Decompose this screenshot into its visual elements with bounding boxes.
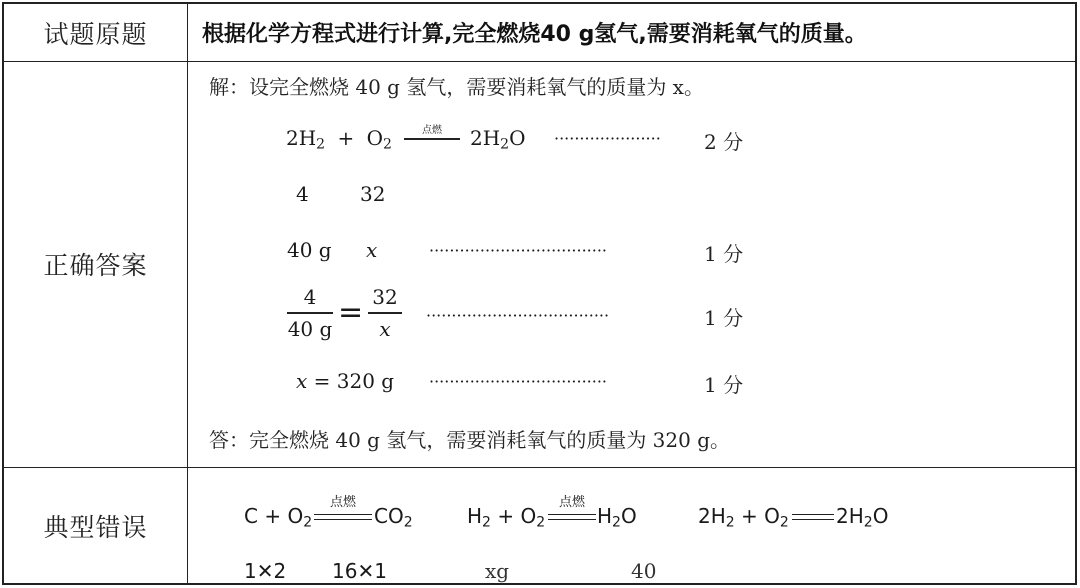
fraction-left: [287, 284, 333, 342]
eq-reaction-line: [404, 138, 460, 140]
question-text: 根据化学方程式进行计算,完全燃烧40 g氢气,需要消耗氧气的质量。: [202, 22, 867, 47]
fraction-score-dots: ····································: [426, 306, 610, 325]
error-eq2-equals-line: [548, 514, 596, 520]
error-eq1-c-sub: 2: [303, 514, 313, 531]
fraction-right-numerator: 32: [372, 285, 398, 309]
error-eq1-prod-sub: 2: [403, 514, 413, 531]
ratio-value-b: 32: [360, 182, 386, 206]
mass-score-dots: ···································: [429, 241, 608, 260]
error-eq1-equals-line: [314, 514, 372, 520]
ratio-value-a: 4: [296, 182, 309, 206]
error-ratio-b: 16✕1: [332, 559, 387, 583]
error-eq3-mid-sub: 2: [779, 514, 789, 531]
error-eq1-product: [374, 504, 413, 531]
label-original-question: 试题原题: [43, 19, 148, 49]
eq-h2o-sub: 2: [500, 136, 510, 153]
error-eq2-h-sub: 2: [482, 514, 491, 531]
eq-plus: +: [337, 126, 355, 150]
label-correct-answer: 正确答案: [43, 251, 148, 280]
eq-h2o-coef: 2H: [470, 126, 501, 150]
equation-product: [470, 126, 526, 153]
fraction-left-denominator: 40 g: [287, 317, 333, 341]
eq-h2-sub: 2: [316, 136, 326, 153]
equation-reactants: [286, 126, 392, 153]
answer-conclusion: 答：完全燃烧 40 g 氢气，需要消耗氧气的质量为 320 g。: [209, 428, 731, 452]
error-eq2-reactants: [467, 504, 545, 531]
label-typical-errors: 典型错误: [43, 513, 148, 542]
answer-intro: 解：设完全燃烧 40 g 氢气，需要消耗氧气的质量为 x。: [209, 75, 704, 99]
error-ratio-a: 1✕2: [244, 559, 287, 583]
error-eq1-c: C + O: [244, 504, 304, 528]
fraction-right: [368, 284, 402, 342]
fraction-equals: =: [338, 295, 364, 330]
error-eq2-prod-tail: O: [620, 504, 637, 528]
eq-score-dots: ·····················: [554, 129, 661, 148]
eq-h2o-tail: O: [509, 126, 526, 150]
error-eq3-prod: 2H: [836, 504, 864, 528]
error-eq3-equals-line: [792, 514, 834, 520]
fraction-score: 1 分: [704, 306, 744, 330]
fraction-right-bar: [368, 312, 402, 314]
result-var: x: [296, 369, 308, 393]
error-eq2-condition: 点燃: [558, 495, 585, 510]
result-value: = 320 g: [307, 369, 395, 393]
result-score-dots: ···································: [429, 372, 608, 391]
error-eq2-h: H: [467, 504, 483, 528]
eq-score: 2 分: [704, 130, 744, 154]
error-eq3-h-sub: 2: [725, 514, 735, 531]
error-eq1-prod: CO: [374, 504, 404, 528]
mass-value-b: [366, 238, 377, 262]
eq-o2: O: [366, 126, 383, 150]
mass-value-a: 40 g: [287, 238, 332, 262]
result-expression: [296, 369, 394, 393]
eq-o2-sub: 2: [382, 136, 392, 153]
error-eq2-prod: H: [597, 504, 613, 528]
column-divider: [187, 4, 188, 583]
error-eq3-prod-tail: O: [872, 504, 889, 528]
error-eq3-h: 2H: [698, 504, 726, 528]
error-eq2-product: [597, 504, 637, 531]
error-eq3-prod-sub: 2: [863, 514, 873, 531]
fraction-left-numerator: 4: [303, 285, 317, 309]
error-eq3-product: [836, 504, 888, 531]
mass-score: 1 分: [704, 242, 744, 266]
error-eq3-reactants: [698, 504, 789, 531]
error-eq1-reactants: [244, 504, 312, 531]
eq-condition: 点燃: [422, 125, 442, 136]
fraction-right-denominator-wrap: [379, 316, 390, 342]
eq-h2-coef: 2H: [286, 126, 317, 150]
error-eq1-condition: 点燃: [329, 495, 356, 510]
answer-table: [2, 2, 1077, 585]
result-score: 1 分: [704, 373, 744, 397]
fraction-left-bar: [287, 312, 333, 314]
error-mass-x: xg: [485, 559, 510, 583]
error-eq2-prod-sub: 2: [612, 514, 621, 531]
error-mass-40: 40: [631, 559, 657, 583]
error-eq2-mid: + O: [490, 504, 537, 528]
mass-value-b-var: x: [366, 238, 378, 262]
error-eq2-mid-sub: 2: [536, 514, 546, 531]
error-eq3-mid: + O: [734, 504, 780, 528]
fraction-right-denominator: x: [379, 317, 391, 341]
